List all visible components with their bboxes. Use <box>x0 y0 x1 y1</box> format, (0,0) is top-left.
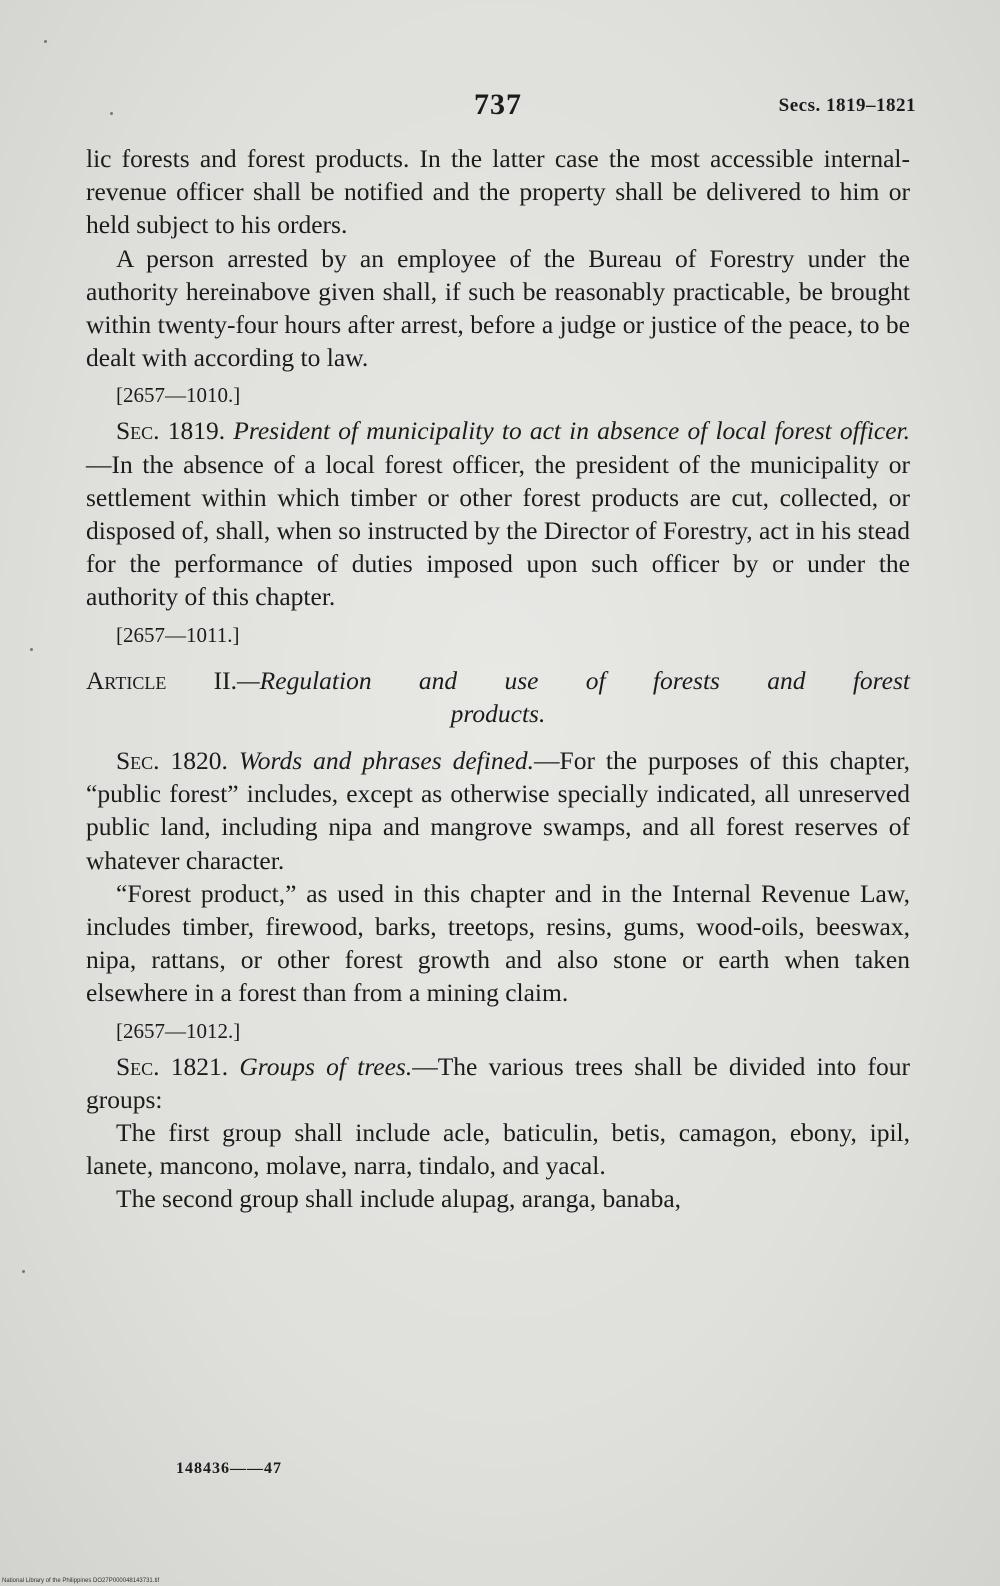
section-label: Sec. 1820. <box>116 746 228 776</box>
section-1819 <box>86 414 910 613</box>
scan-speck <box>44 40 47 43</box>
article-label: Article II. <box>86 665 237 695</box>
citation: [2657—1012.] <box>116 1018 241 1043</box>
section-text: —In the absence of a local forest officer, the president of the municipality or settlement within which timber or other forest products are cut, collected, or disposed of, shall, when so instructed by the Director of Forestry, act in his stead for the performance of duties imposed upon such officer by or under the authority of this chapter. <box>86 449 910 612</box>
citation: [2657—1011.] <box>116 622 240 647</box>
section-text: —The various trees shall be divided into four groups: <box>86 1051 911 1114</box>
article-heading-line1 <box>86 664 910 697</box>
page-header <box>0 88 1000 128</box>
section-label: Sec. 1819. <box>116 416 226 446</box>
printer-signature: 148436——47 <box>176 1460 282 1477</box>
article-title: —Regulation and use of forests and forest <box>237 665 910 695</box>
section-title: President of municipality to act in absence of local forest officer. <box>233 416 911 446</box>
article-title-continued: products. <box>450 698 546 728</box>
scan-speck <box>22 1270 25 1273</box>
section-label: Sec. 1821. <box>116 1051 229 1081</box>
paragraph-arrest: A person arrested by an employee of the Bureau of Forestry under the authority hereinabove given shall, if such be reasonably practicable, be brought within twenty-four hours after arrest, before a judge or justice of the peace, to be dealt with according to law. <box>86 243 910 373</box>
scan-speck <box>30 648 33 651</box>
section-title: Groups of trees. <box>239 1051 413 1081</box>
paragraph-forest-product: “Forest product,” as used in this chapter and in the Internal Revenue Law, includes timber, firewood, barks, treetops, resins, gums, wood-oils, beeswax, nipa, rattans, or other forest growth and also stone or earth when taken elsewhere in a forest than from a mining claim. <box>86 878 910 1008</box>
article-heading <box>86 664 910 730</box>
section-text: —For the purposes of this chapter, “public forest” includes, except as otherwise specially indicated, all unreserved public land, including nipa and mangrove swamps, and all forest reserves of whatever character. <box>86 746 910 875</box>
scan-credit: National Library of the Philippines DO27P000048143731.tif <box>2 1578 160 1584</box>
body-text <box>86 142 910 1216</box>
citation: [2657—1010.] <box>116 383 241 408</box>
section-title: Words and phrases defined. <box>238 746 535 776</box>
section-1820 <box>86 744 910 877</box>
paragraph-first-group: The first group shall include acle, baticulin, betis, camagon, ebony, ipil, lanete, mancono, molave, narra, tindalo, and yacal. <box>86 1118 910 1181</box>
paragraph-second-group: The second group shall include alupag, aranga, banaba, <box>116 1184 682 1214</box>
page-number: 737 <box>474 88 522 121</box>
paragraph-continuation: lic forests and forest products. In the latter case the most accessible internal-revenue officer shall be notified and the property shall be delivered to him or held subject to his orders. <box>86 144 910 240</box>
section-1821 <box>86 1050 910 1116</box>
running-head: Secs. 1819–1821 <box>778 95 916 116</box>
